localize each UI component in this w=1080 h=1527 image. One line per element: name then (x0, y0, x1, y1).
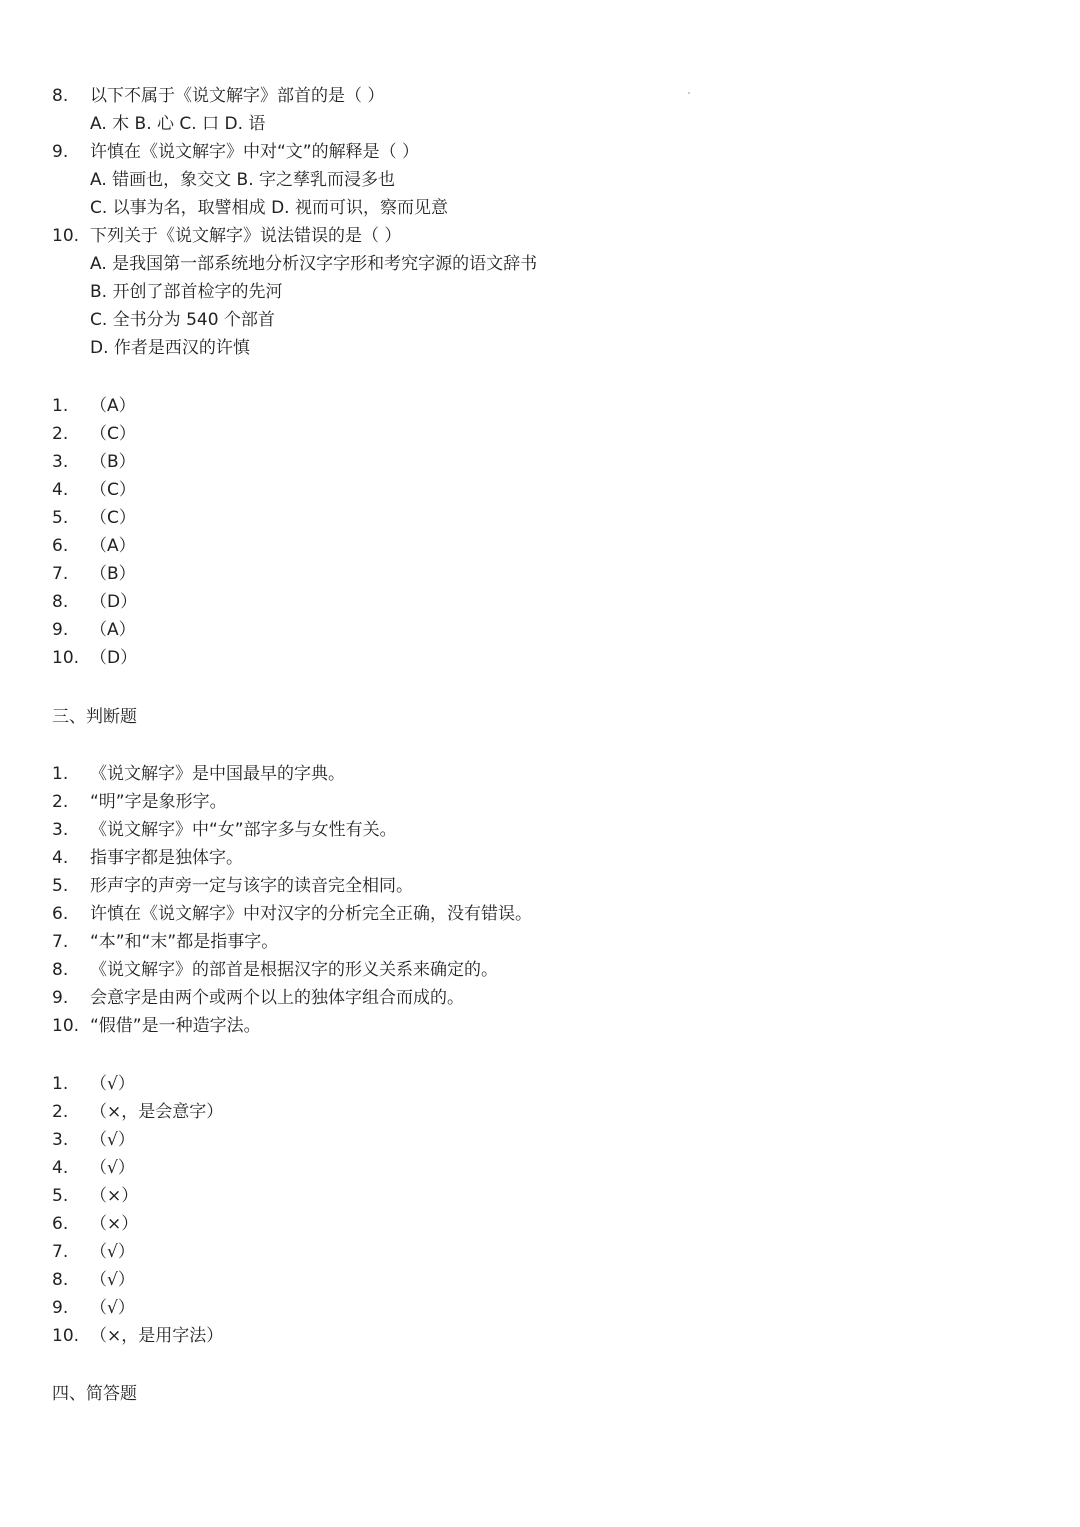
judge-question (52, 844, 243, 872)
judge-answer-row (52, 1126, 135, 1154)
question-number: 7. (52, 932, 69, 952)
answer-value: （B） (90, 452, 136, 472)
question-text: “假借”是一种造字法。 (90, 1016, 261, 1036)
section-title-short-answer: 四、简答题 (52, 1384, 137, 1404)
judge-question (52, 956, 498, 984)
answer-number: 10. (52, 648, 80, 668)
answer-number: 2. (52, 424, 69, 444)
judge-answer-row (52, 1070, 135, 1098)
answer-number: 10. (52, 1326, 80, 1346)
mc-question-10-option-b: B. 开创了部首检字的先河 (90, 282, 283, 302)
mc-question-9-options-row2: C. 以事为名，取譬相成 D. 视而可识，察而见意 (90, 198, 448, 218)
question-number: 10. (52, 226, 80, 246)
question-text: 《说文解字》中“女”部字多与女性有关。 (90, 820, 397, 840)
question-text: 指事字都是独体字。 (90, 848, 243, 868)
question-number: 10. (52, 1016, 80, 1036)
answer-value: （A） (90, 396, 136, 416)
answer-number: 1. (52, 1074, 69, 1094)
mc-answer-row (52, 448, 136, 476)
question-text: 《说文解字》是中国最早的字典。 (90, 764, 345, 784)
question-text: “明”字是象形字。 (90, 792, 227, 812)
mc-answer-row (52, 392, 136, 420)
question-number: 8. (52, 86, 69, 106)
answer-number: 9. (52, 1298, 69, 1318)
judge-answer-row (52, 1266, 135, 1294)
answer-number: 8. (52, 592, 69, 612)
answer-value: （×） (90, 1214, 139, 1234)
judge-answer-row (52, 1154, 135, 1182)
mc-answer-row (52, 644, 137, 672)
answer-number: 1. (52, 396, 69, 416)
answer-value: （√） (90, 1270, 135, 1290)
mc-answer-row (52, 504, 136, 532)
mc-question-9 (52, 138, 419, 166)
judge-answer-row (52, 1294, 135, 1322)
answer-number: 6. (52, 1214, 69, 1234)
question-text: 形声字的声旁一定与该字的读音完全相同。 (90, 876, 413, 896)
answer-number: 7. (52, 564, 69, 584)
mc-question-10-option-d: D. 作者是西汉的许慎 (90, 338, 250, 358)
answer-value: （A） (90, 536, 136, 556)
mc-question-8-options: A. 木 B. 心 C. 口 D. 语 (90, 114, 266, 134)
answer-value: （×） (90, 1186, 139, 1206)
question-number: 3. (52, 820, 69, 840)
mc-answer-row (52, 532, 136, 560)
question-text: 许慎在《说文解字》中对“文”的解释是（ ） (90, 142, 420, 162)
answer-value: （B） (90, 564, 136, 584)
mc-answer-row (52, 616, 136, 644)
answer-number: 2. (52, 1102, 69, 1122)
answer-value: （√） (90, 1158, 135, 1178)
question-number: 4. (52, 848, 69, 868)
answer-number: 7. (52, 1242, 69, 1262)
question-text: “本”和“末”都是指事字。 (90, 932, 279, 952)
answer-number: 6. (52, 536, 69, 556)
question-text: 会意字是由两个或两个以上的独体字组合而成的。 (90, 988, 464, 1008)
answer-value: （×，是用字法） (90, 1326, 224, 1346)
answer-number: 5. (52, 508, 69, 528)
answer-number: 4. (52, 1158, 69, 1178)
mc-answer-row (52, 560, 136, 588)
mc-answer-row (52, 476, 136, 504)
judge-question (52, 928, 278, 956)
mc-answer-row (52, 588, 137, 616)
answer-number: 8. (52, 1270, 69, 1290)
question-text: 许慎在《说文解字》中对汉字的分析完全正确，没有错误。 (90, 904, 532, 924)
answer-value: （×，是会意字） (90, 1102, 224, 1122)
answer-value: （√） (90, 1242, 135, 1262)
answer-number: 3. (52, 452, 69, 472)
mc-question-9-options-row1: A. 错画也，象交文 B. 字之孳乳而浸多也 (90, 170, 396, 190)
question-text: 下列关于《说文解字》说法错误的是（ ） (90, 226, 402, 246)
question-number: 8. (52, 960, 69, 980)
judge-question (52, 984, 464, 1012)
question-text: 以下不属于《说文解字》部首的是（ ） (90, 86, 385, 106)
answer-value: （D） (90, 592, 138, 612)
judge-answer-row (52, 1098, 223, 1126)
judge-question (52, 788, 227, 816)
answer-number: 5. (52, 1186, 69, 1206)
question-number: 1. (52, 764, 69, 784)
question-number: 6. (52, 904, 69, 924)
mc-answer-row (52, 420, 136, 448)
question-number: 9. (52, 988, 69, 1008)
answer-number: 4. (52, 480, 69, 500)
question-number: 2. (52, 792, 69, 812)
answer-value: （C） (90, 480, 136, 500)
judge-question (52, 816, 397, 844)
mc-question-10-option-c: C. 全书分为 540 个部首 (90, 310, 275, 330)
scan-dot (688, 92, 690, 94)
answer-value: （√） (90, 1074, 135, 1094)
judge-question (52, 1012, 261, 1040)
answer-value: （D） (90, 648, 138, 668)
mc-question-8 (52, 82, 384, 110)
answer-value: （A） (90, 620, 136, 640)
question-text: 《说文解字》的部首是根据汉字的形义关系来确定的。 (90, 960, 498, 980)
answer-number: 9. (52, 620, 69, 640)
mc-question-10 (52, 222, 401, 250)
answer-value: （√） (90, 1130, 135, 1150)
answer-number: 3. (52, 1130, 69, 1150)
question-number: 9. (52, 142, 69, 162)
judge-answer-row (52, 1238, 135, 1266)
answer-value: （√） (90, 1298, 135, 1318)
judge-question (52, 900, 532, 928)
judge-question (52, 872, 413, 900)
judge-answer-row (52, 1210, 138, 1238)
judge-answer-row (52, 1322, 223, 1350)
section-title-judgement: 三、判断题 (52, 707, 137, 727)
mc-question-10-option-a: A. 是我国第一部系统地分析汉字字形和考究字源的语文辞书 (90, 254, 538, 274)
judge-question (52, 760, 345, 788)
question-number: 5. (52, 876, 69, 896)
judge-answer-row (52, 1182, 138, 1210)
answer-value: （C） (90, 424, 136, 444)
answer-value: （C） (90, 508, 136, 528)
